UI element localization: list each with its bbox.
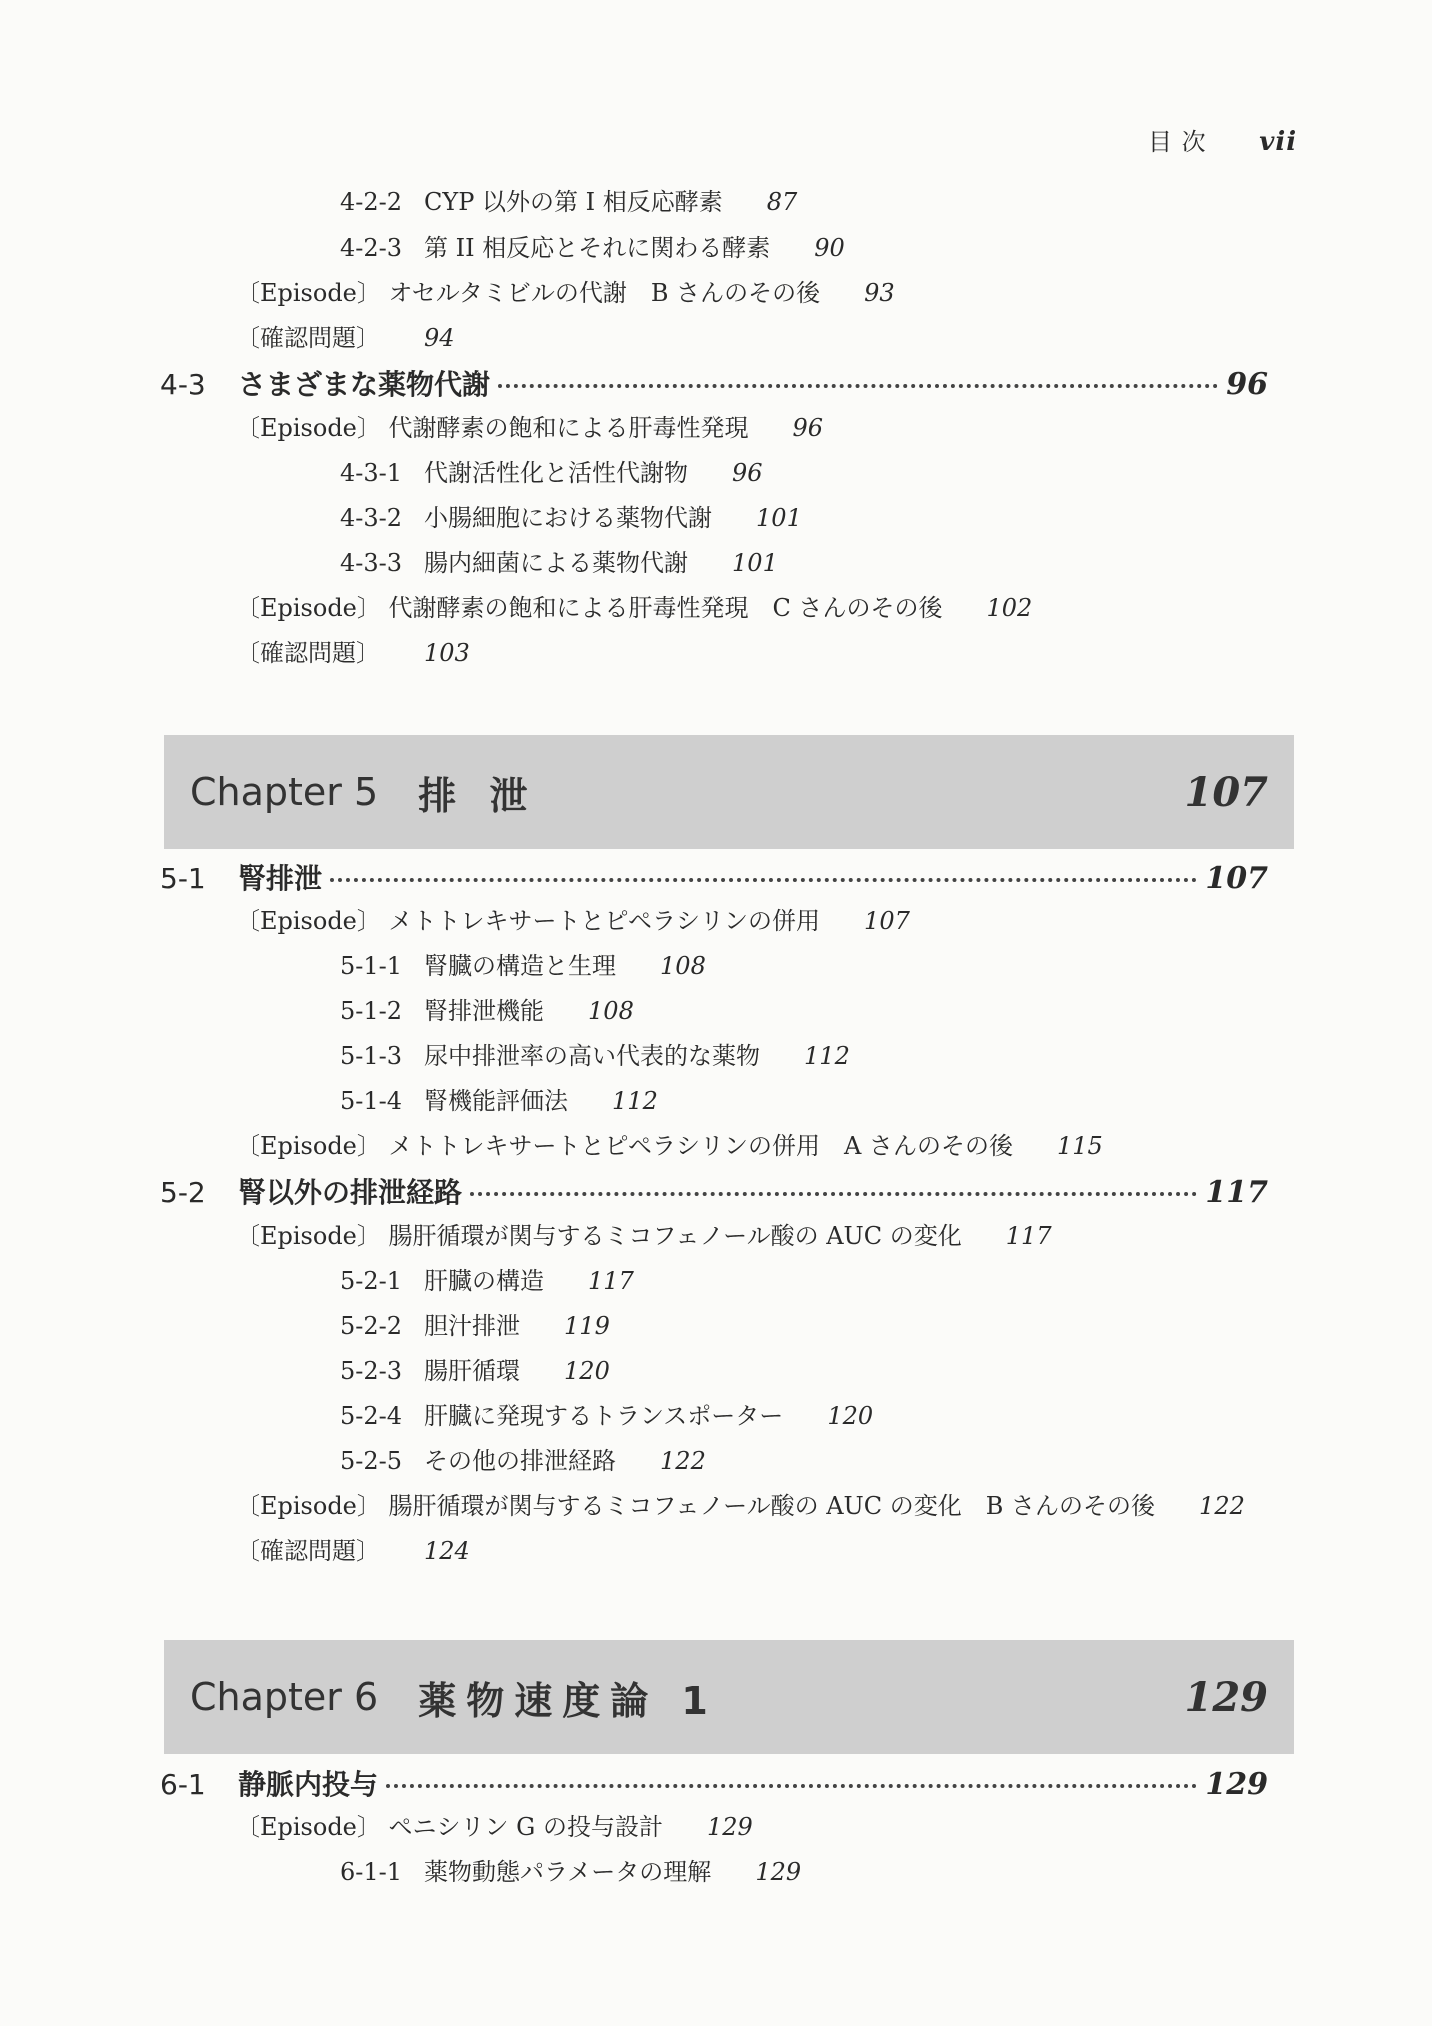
toc-item <box>340 190 797 214</box>
toc-episode <box>236 641 470 665</box>
item-title: 腸内細菌による薬物代謝 <box>424 549 689 577</box>
item-number: 4-2-3 <box>340 234 403 262</box>
episode-page: 115 <box>1057 1132 1103 1160</box>
episode-title: 〔Episode〕 オセルタミビルの代謝 B さんのその後 <box>236 279 821 307</box>
section-page: 117 <box>1205 1175 1268 1210</box>
toc-item <box>340 1314 610 1338</box>
item-page: 119 <box>564 1312 610 1340</box>
item-page: 101 <box>732 549 778 577</box>
toc-item <box>340 236 845 260</box>
episode-title: 〔Episode〕 代謝酵素の飽和による肝毒性発現 C さんのその後 <box>236 594 943 622</box>
episode-page: 102 <box>986 594 1033 622</box>
item-page: 117 <box>588 1267 634 1295</box>
section-title: さまざまな薬物代謝 <box>238 368 491 401</box>
leader-dots <box>330 878 1197 882</box>
item-number: 5-1-1 <box>340 952 403 980</box>
episode-title: 〔Episode〕 腸肝循環が関与するミコフェノール酸の AUC の変化 B さんのその後 <box>236 1492 1156 1520</box>
section-number: 6-1 <box>160 1768 206 1801</box>
toc-episode <box>236 1815 753 1839</box>
item-page: 120 <box>564 1357 610 1385</box>
item-page: 87 <box>766 188 798 216</box>
chapter-banner <box>164 735 1294 849</box>
item-title: 胆汁排泄 <box>424 1312 521 1340</box>
episode-page: 107 <box>864 907 910 935</box>
episode-title: 〔Episode〕 代謝酵素の飽和による肝毒性発現 <box>236 414 749 442</box>
section-heading <box>160 1767 1268 1802</box>
item-title: 薬物動態パラメータの理解 <box>424 1858 712 1886</box>
item-title: 代謝活性化と活性代謝物 <box>424 459 689 487</box>
item-page: 129 <box>755 1858 802 1886</box>
episode-title: 〔Episode〕 メトトレキサートとピペラシリンの併用 <box>236 907 821 935</box>
item-title: CYP 以外の第 I 相反応酵素 <box>424 188 723 216</box>
item-title: 腎排泄機能 <box>424 997 545 1025</box>
section-page: 96 <box>1226 367 1268 402</box>
episode-page: 122 <box>1199 1492 1245 1520</box>
toc-episode <box>236 909 910 933</box>
item-page: 96 <box>732 459 763 487</box>
item-number: 5-2-5 <box>340 1447 403 1475</box>
section-heading <box>160 1175 1268 1210</box>
item-page: 108 <box>660 952 706 980</box>
episode-page: 129 <box>706 1813 753 1841</box>
item-page: 108 <box>588 997 634 1025</box>
section-title: 腎以外の排泄経路 <box>238 1176 463 1209</box>
section-page: 129 <box>1205 1767 1268 1802</box>
toc-item <box>340 954 706 978</box>
item-page: 122 <box>660 1447 706 1475</box>
item-number: 5-2-3 <box>340 1357 403 1385</box>
toc-item <box>340 1089 658 1113</box>
leader-dots <box>470 1192 1197 1196</box>
toc-episode <box>236 1539 470 1563</box>
item-page: 101 <box>756 504 802 532</box>
chapter-label: Chapter 6 <box>190 1675 379 1719</box>
toc-episode <box>236 416 823 440</box>
item-number: 6-1-1 <box>340 1858 403 1886</box>
episode-page: 96 <box>792 414 824 442</box>
toc-item <box>340 1044 850 1068</box>
episode-page: 117 <box>1005 1222 1052 1250</box>
episode-page: 103 <box>424 639 470 667</box>
episode-page: 94 <box>424 324 455 352</box>
item-title: 肝臓に発現するトランスポーター <box>424 1402 784 1430</box>
chapter-title: 薬物速度論 1 <box>418 1678 718 1723</box>
leader-dots <box>386 1784 1197 1788</box>
item-page: 112 <box>612 1087 658 1115</box>
toc-item <box>340 461 763 485</box>
item-number: 5-1-3 <box>340 1042 403 1070</box>
item-title: 小腸細胞における薬物代謝 <box>424 504 713 532</box>
toc-episode <box>236 1224 1052 1248</box>
item-number: 4-2-2 <box>340 188 403 216</box>
toc-episode <box>236 1494 1245 1518</box>
episode-title: 〔Episode〕 腸肝循環が関与するミコフェノール酸の AUC の変化 <box>236 1222 962 1250</box>
toc-item <box>340 506 802 530</box>
item-title: 第 II 相反応とそれに関わる酵素 <box>424 234 771 262</box>
item-title: 腎機能評価法 <box>424 1087 569 1115</box>
chapter-title: 排 泄 <box>418 773 538 818</box>
running-head <box>1148 122 1297 157</box>
section-heading <box>160 367 1268 402</box>
item-number: 5-1-4 <box>340 1087 403 1115</box>
section-title: 静脈内投与 <box>238 1768 379 1801</box>
toc-item <box>340 1860 801 1884</box>
section-number: 5-1 <box>160 862 206 895</box>
episode-title: 〔Episode〕 ペニシリン G の投与設計 <box>236 1813 663 1841</box>
item-number: 5-2-2 <box>340 1312 403 1340</box>
item-number: 4-3-2 <box>340 504 403 532</box>
item-title: 肝臓の構造 <box>424 1267 545 1295</box>
item-page: 120 <box>827 1402 874 1430</box>
toc-item <box>340 1449 706 1473</box>
episode-page: 124 <box>424 1537 470 1565</box>
toc-episode <box>236 1134 1103 1158</box>
item-page: 90 <box>814 234 845 262</box>
episode-title: 〔確認問題〕 <box>236 1537 380 1565</box>
running-head-word: 目 次 <box>1148 128 1207 156</box>
item-number: 4-3-1 <box>340 459 403 487</box>
leader-dots <box>498 384 1218 388</box>
toc-episode <box>236 281 895 305</box>
section-number: 5-2 <box>160 1176 206 1209</box>
running-head-page: vii <box>1259 127 1298 157</box>
item-number: 5-2-4 <box>340 1402 403 1430</box>
item-number: 5-1-2 <box>340 997 403 1025</box>
episode-title: 〔確認問題〕 <box>236 639 380 667</box>
item-page: 112 <box>804 1042 850 1070</box>
toc-item <box>340 1404 873 1428</box>
item-title: その他の排泄経路 <box>424 1447 617 1475</box>
toc-item <box>340 999 634 1023</box>
episode-title: 〔確認問題〕 <box>236 324 380 352</box>
toc-item <box>340 1359 610 1383</box>
chapter-banner <box>164 1640 1294 1754</box>
section-heading <box>160 861 1268 896</box>
episode-title: 〔Episode〕 メトトレキサートとピペラシリンの併用 A さんのその後 <box>236 1132 1013 1160</box>
section-number: 4-3 <box>160 368 206 401</box>
toc-episode <box>236 596 1032 620</box>
section-page: 107 <box>1205 861 1268 896</box>
item-title: 腎臓の構造と生理 <box>424 952 617 980</box>
episode-page: 93 <box>864 279 895 307</box>
chapter-page: 107 <box>1184 768 1268 816</box>
section-title: 腎排泄 <box>238 862 323 895</box>
toc-item <box>340 1269 634 1293</box>
item-title: 腸肝循環 <box>424 1357 521 1385</box>
item-title: 尿中排泄率の高い代表的な薬物 <box>424 1042 761 1070</box>
item-number: 5-2-1 <box>340 1267 403 1295</box>
chapter-label: Chapter 5 <box>190 770 379 814</box>
item-number: 4-3-3 <box>340 549 403 577</box>
toc-item <box>340 551 778 575</box>
chapter-page: 129 <box>1184 1673 1268 1721</box>
toc-episode <box>236 326 455 350</box>
